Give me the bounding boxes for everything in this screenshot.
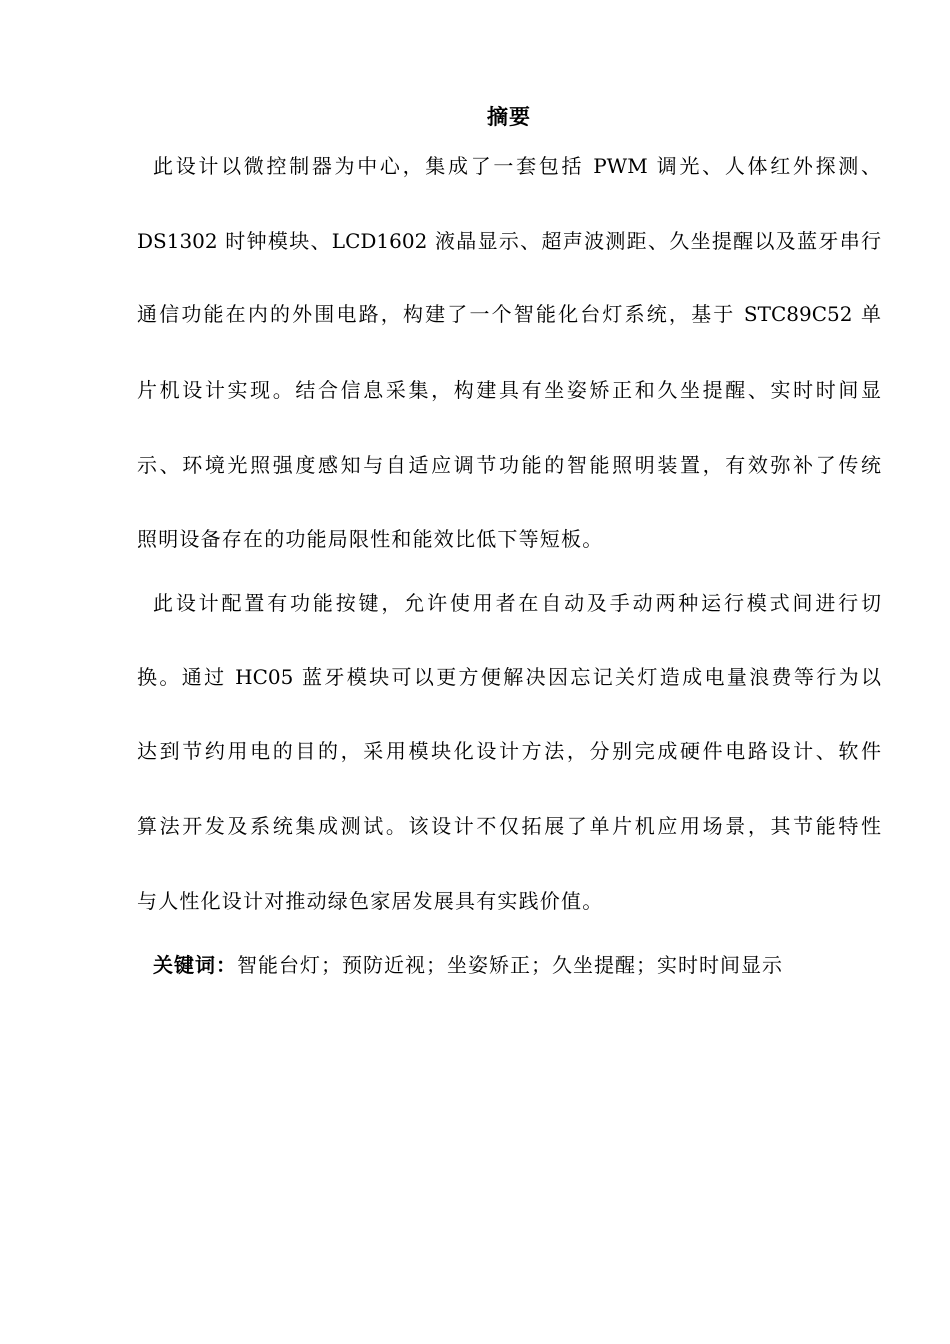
paragraph-line: 算法开发及系统集成测试。该设计不仅拓展了单片机应用场景，其节能特性 — [137, 814, 881, 838]
paragraph-line: 照明设备存在的功能局限性和能效比低下等短板。 — [137, 527, 604, 551]
paragraph-line: 此设计以微控制器为中心，集成了一套包括 PWM 调光、人体红外探测、 — [153, 154, 881, 178]
paragraph-line: 片机设计实现。结合信息采集，构建具有坐姿矫正和久坐提醒、实时时间显 — [137, 378, 881, 402]
keywords-value: 智能台灯；预防近视；坐姿矫正；久坐提醒；实时时间显示 — [237, 953, 783, 977]
paragraph-line: 换。通过 HC05 蓝牙模块可以更方便解决因忘记关灯造成电量浪费等行为以 — [137, 665, 881, 689]
paragraph-line: DS1302 时钟模块、LCD1602 液晶显示、超声波测距、久坐提醒以及蓝牙串行 — [137, 229, 881, 253]
paragraph-line: 通信功能在内的外围电路，构建了一个智能化台灯系统，基于 STC89C52 单 — [137, 302, 881, 326]
keywords-line — [153, 947, 783, 983]
keywords-label: 关键词： — [153, 953, 237, 977]
paragraph-line: 与人性化设计对推动绿色家居发展具有实践价值。 — [137, 889, 604, 913]
paragraph-line: 达到节约用电的目的，采用模块化设计方法，分别完成硬件电路设计、软件 — [137, 739, 881, 763]
paragraph-line: 示、环境光照强度感知与自适应调节功能的智能照明装置，有效弥补了传统 — [137, 453, 881, 477]
abstract-title: 摘要 — [487, 105, 531, 129]
paragraph-line: 此设计配置有功能按键，允许使用者在自动及手动两种运行模式间进行切 — [153, 591, 881, 615]
